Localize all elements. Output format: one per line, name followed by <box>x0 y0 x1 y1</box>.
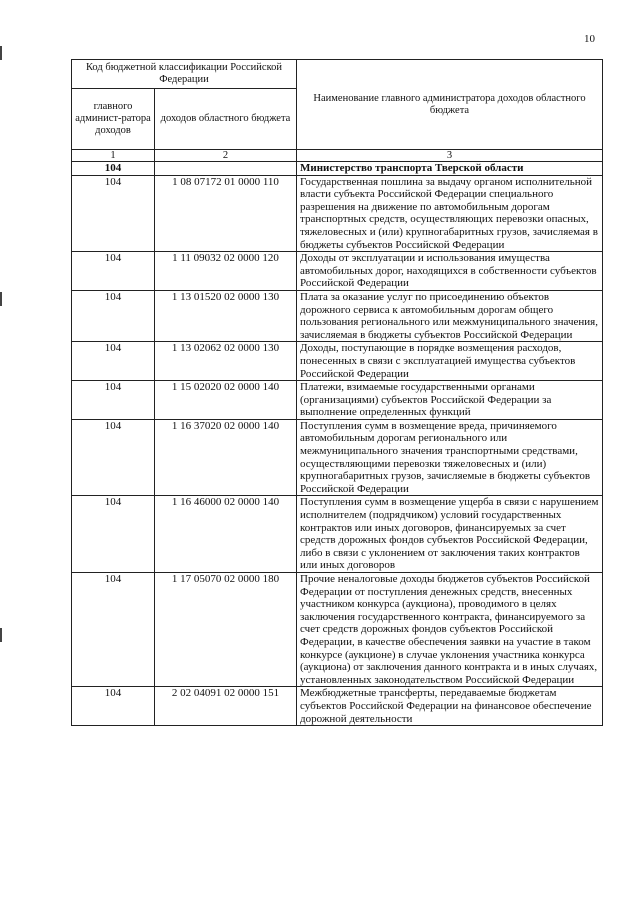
income-name: Платежи, взимаемые государственными органами (организациями) субъектов Российской Федерации за выполнение определенных функций <box>297 381 603 420</box>
income-name: Плата за оказание услуг по присоединению объектов дорожного сервиса к автомобильным дорогам общего пользования регионального или межмуниципального значения, зачисляемая в бюджеты субъектов Российской Федерации <box>297 290 603 341</box>
income-name: Поступления сумм в возмещение ущерба в связи с нарушением исполнителем (подрядчиком) условий государственных контрактов или иных договоров, финансируемых за счет средств дорожных фондов субъектов Российской Федерации, либо в связи с уклонением от заключения таких контрактов или иных договоров <box>297 496 603 573</box>
income-name: Межбюджетные трансферты, передаваемые бюджетам субъектов Российской Федерации на финансовое обеспечение дорожной деятельности <box>297 687 603 726</box>
income-name: Доходы от эксплуатации и использования имущества автомобильных дорог, находящихся в собственности субъектов Российской Федерации <box>297 252 603 291</box>
budget-code-group-header: Код бюджетной классификации Российской Федерации <box>72 60 297 89</box>
column-number: 2 <box>155 150 297 162</box>
admin-code: 104 <box>72 381 155 420</box>
table-row <box>72 573 603 687</box>
admin-code: 104 <box>72 687 155 726</box>
income-code: 1 16 46000 02 0000 140 <box>155 496 297 573</box>
income-code: 2 02 04091 02 0000 151 <box>155 687 297 726</box>
admin-code: 104 <box>72 252 155 291</box>
ministry-admin-code: 104 <box>72 162 155 176</box>
revenue-admin-table <box>71 59 603 726</box>
scan-edge-mark <box>0 292 2 306</box>
admin-code: 104 <box>72 175 155 252</box>
table-row <box>72 342 603 381</box>
admin-code: 104 <box>72 342 155 381</box>
table-row <box>72 252 603 291</box>
admin-column-header: главного админист-ратора доходов <box>72 89 155 150</box>
column-number-row <box>72 150 603 162</box>
scan-edge-mark <box>0 46 2 60</box>
admin-code: 104 <box>72 573 155 687</box>
income-code: 1 16 37020 02 0000 140 <box>155 419 297 496</box>
income-name: Государственная пошлина за выдачу органом исполнительной власти субъекта Российской Федерации специального разрешения на движение по автомобильным дорогам транспортных средств, осуществляющих перевозки опасных, тяжеловесных и (или) крупногабаритных грузов, зачисляемая в бюджеты субъектов Российской Федерации <box>297 175 603 252</box>
income-code: 1 13 01520 02 0000 130 <box>155 290 297 341</box>
admin-code: 104 <box>72 290 155 341</box>
income-name: Доходы, поступающие в порядке возмещения расходов, понесенных в связи с эксплуатацией имущества субъектов Российской Федерации <box>297 342 603 381</box>
income-code: 1 13 02062 02 0000 130 <box>155 342 297 381</box>
table-header-row <box>72 60 603 89</box>
income-code: 1 15 02020 02 0000 140 <box>155 381 297 420</box>
income-column-header: доходов областного бюджета <box>155 89 297 150</box>
ministry-income-code <box>155 162 297 176</box>
table-row <box>72 419 603 496</box>
column-number: 1 <box>72 150 155 162</box>
admin-code: 104 <box>72 496 155 573</box>
column-number: 3 <box>297 150 603 162</box>
page-number: 10 <box>584 33 595 45</box>
table-row <box>72 381 603 420</box>
ministry-name: Министерство транспорта Тверской области <box>297 162 603 176</box>
table-row <box>72 687 603 726</box>
table-row <box>72 175 603 252</box>
ministry-row <box>72 162 603 176</box>
income-name: Прочие неналоговые доходы бюджетов субъектов Российской Федерации от поступления денежных средств, внесенных участником конкурса (аукциона), проводимого в целях заключения государственного контракта, финансируемого за счет средств дорожных фондов субъектов Российской Федерации, в качестве обеспечения заявки на участие в таком конкурсе (аукционе) в случае уклонения участника конкурса (аукциона) от заключения данного контракта и в иных случаях, установленных законодательством Российской Федерации <box>297 573 603 687</box>
table-row <box>72 290 603 341</box>
income-code: 1 08 07172 01 0000 110 <box>155 175 297 252</box>
scan-edge-mark <box>0 628 2 642</box>
table-row <box>72 496 603 573</box>
income-code: 1 17 05070 02 0000 180 <box>155 573 297 687</box>
admin-code: 104 <box>72 419 155 496</box>
income-code: 1 11 09032 02 0000 120 <box>155 252 297 291</box>
income-name: Поступления сумм в возмещение вреда, причиняемого автомобильным дорогам регионального или межмуниципального значения транспортными средствами, осуществляющими перевозки тяжеловесных и (или) крупногабаритных грузов, зачисляемые в бюджеты субъектов Российской Федерации <box>297 419 603 496</box>
name-column-header: Наименование главного администратора доходов областного бюджета <box>297 60 603 150</box>
